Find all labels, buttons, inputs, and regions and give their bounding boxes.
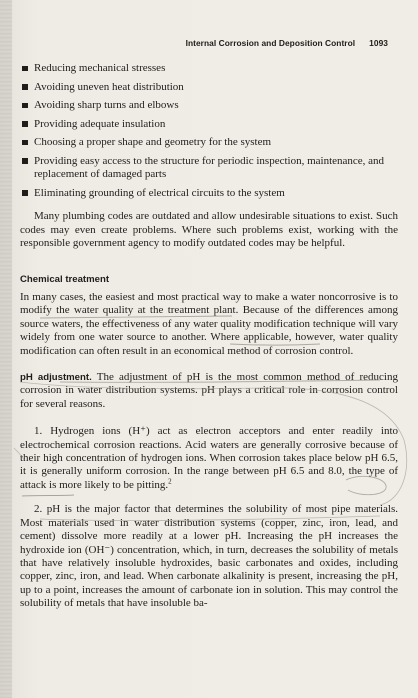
bullet-list bbox=[20, 62, 398, 200]
footnote-marker: 2 bbox=[168, 477, 172, 486]
square-bullet-icon bbox=[22, 158, 28, 164]
section-heading-chemical-treatment: Chemical treatment bbox=[20, 273, 110, 285]
square-bullet-icon bbox=[22, 66, 28, 72]
bullet-item: Providing easy access to the structure for periodic inspection, maintenance, and replacement of damaged parts bbox=[20, 155, 398, 182]
bullet-item: Choosing a proper shape and geometry for the system bbox=[20, 136, 398, 149]
subheading-ph-adjustment: pH adjustment. bbox=[20, 372, 92, 384]
bullet-item: Eliminating grounding of electrical circuits to the system bbox=[20, 187, 398, 200]
square-bullet-icon bbox=[22, 84, 28, 90]
running-header bbox=[150, 38, 388, 48]
page-number: 1093 bbox=[369, 38, 388, 48]
square-bullet-icon bbox=[22, 190, 28, 196]
chemical-treatment-paragraph: In many cases, the easiest and most practical way to make a water noncorrosive is to modify the water quality at the treatment plant. Because of the differences among source waters, the effectiveness of any water quality modification technique will vary widely from one water source to another. Where applicable, however, water quality modification can often result in an economical method of corrosion control. bbox=[20, 291, 398, 357]
square-bullet-icon bbox=[22, 121, 28, 127]
bullet-item: Reducing mechanical stresses bbox=[20, 62, 398, 75]
plumbing-codes-paragraph: Many plumbing codes are outdated and allow undesirable situations to exist. Such codes may even create problems. Where such problems exist, working with the responsible government agency to modify outdated codes may be helpful. bbox=[20, 210, 398, 250]
page-binding-edge bbox=[0, 0, 12, 698]
point-2-paragraph: 2. pH is the major factor that determines the solubility of most pipe materials. Most materials used in water distribution systems (copper, zinc, iron, lead, and cement) dissolve more readily at a lower pH. Increasing the pH increases the hydroxide ion (OH⁻) concentration, which, in turn, decreases the solubility of metals that have relatively insoluble hydroxides, basic carbonates and oxides, including copper, zinc, iron, and lead. When carbonate alkalinity is present, increasing the pH, up to a point, increases the amount of carbonate ion in solution. This may control the solubility of metals that have insoluble ba- bbox=[20, 503, 398, 610]
square-bullet-icon bbox=[22, 140, 28, 146]
point-1-text: 1. Hydrogen ions (H⁺) act as electron acceptors and enter readily into electrochemical corrosion reactions. Acid waters are generally corrosive because of their high concentration of hydrogen ions. When corrosion takes place below pH 6.5, it is generally uniform corrosion. In the range between pH 6.5 and 8.0, the type of attack is more likely to be pitting. bbox=[20, 425, 398, 491]
bullet-item: Avoiding sharp turns and elbows bbox=[20, 99, 398, 112]
bullet-item: Providing adequate insulation bbox=[20, 118, 398, 131]
point-1-paragraph bbox=[20, 425, 398, 492]
running-title: Internal Corrosion and Deposition Control bbox=[185, 38, 356, 48]
bullet-item: Avoiding uneven heat distribution bbox=[20, 81, 398, 94]
page-body bbox=[20, 62, 398, 611]
ph-adjustment-paragraph bbox=[20, 371, 398, 411]
square-bullet-icon bbox=[22, 103, 28, 109]
ph-adjustment-text: The adjustment of pH is the most common method of reducing corrosion in water distribution systems. pH plays a critical role in corrosion control for several reasons. bbox=[20, 371, 398, 410]
